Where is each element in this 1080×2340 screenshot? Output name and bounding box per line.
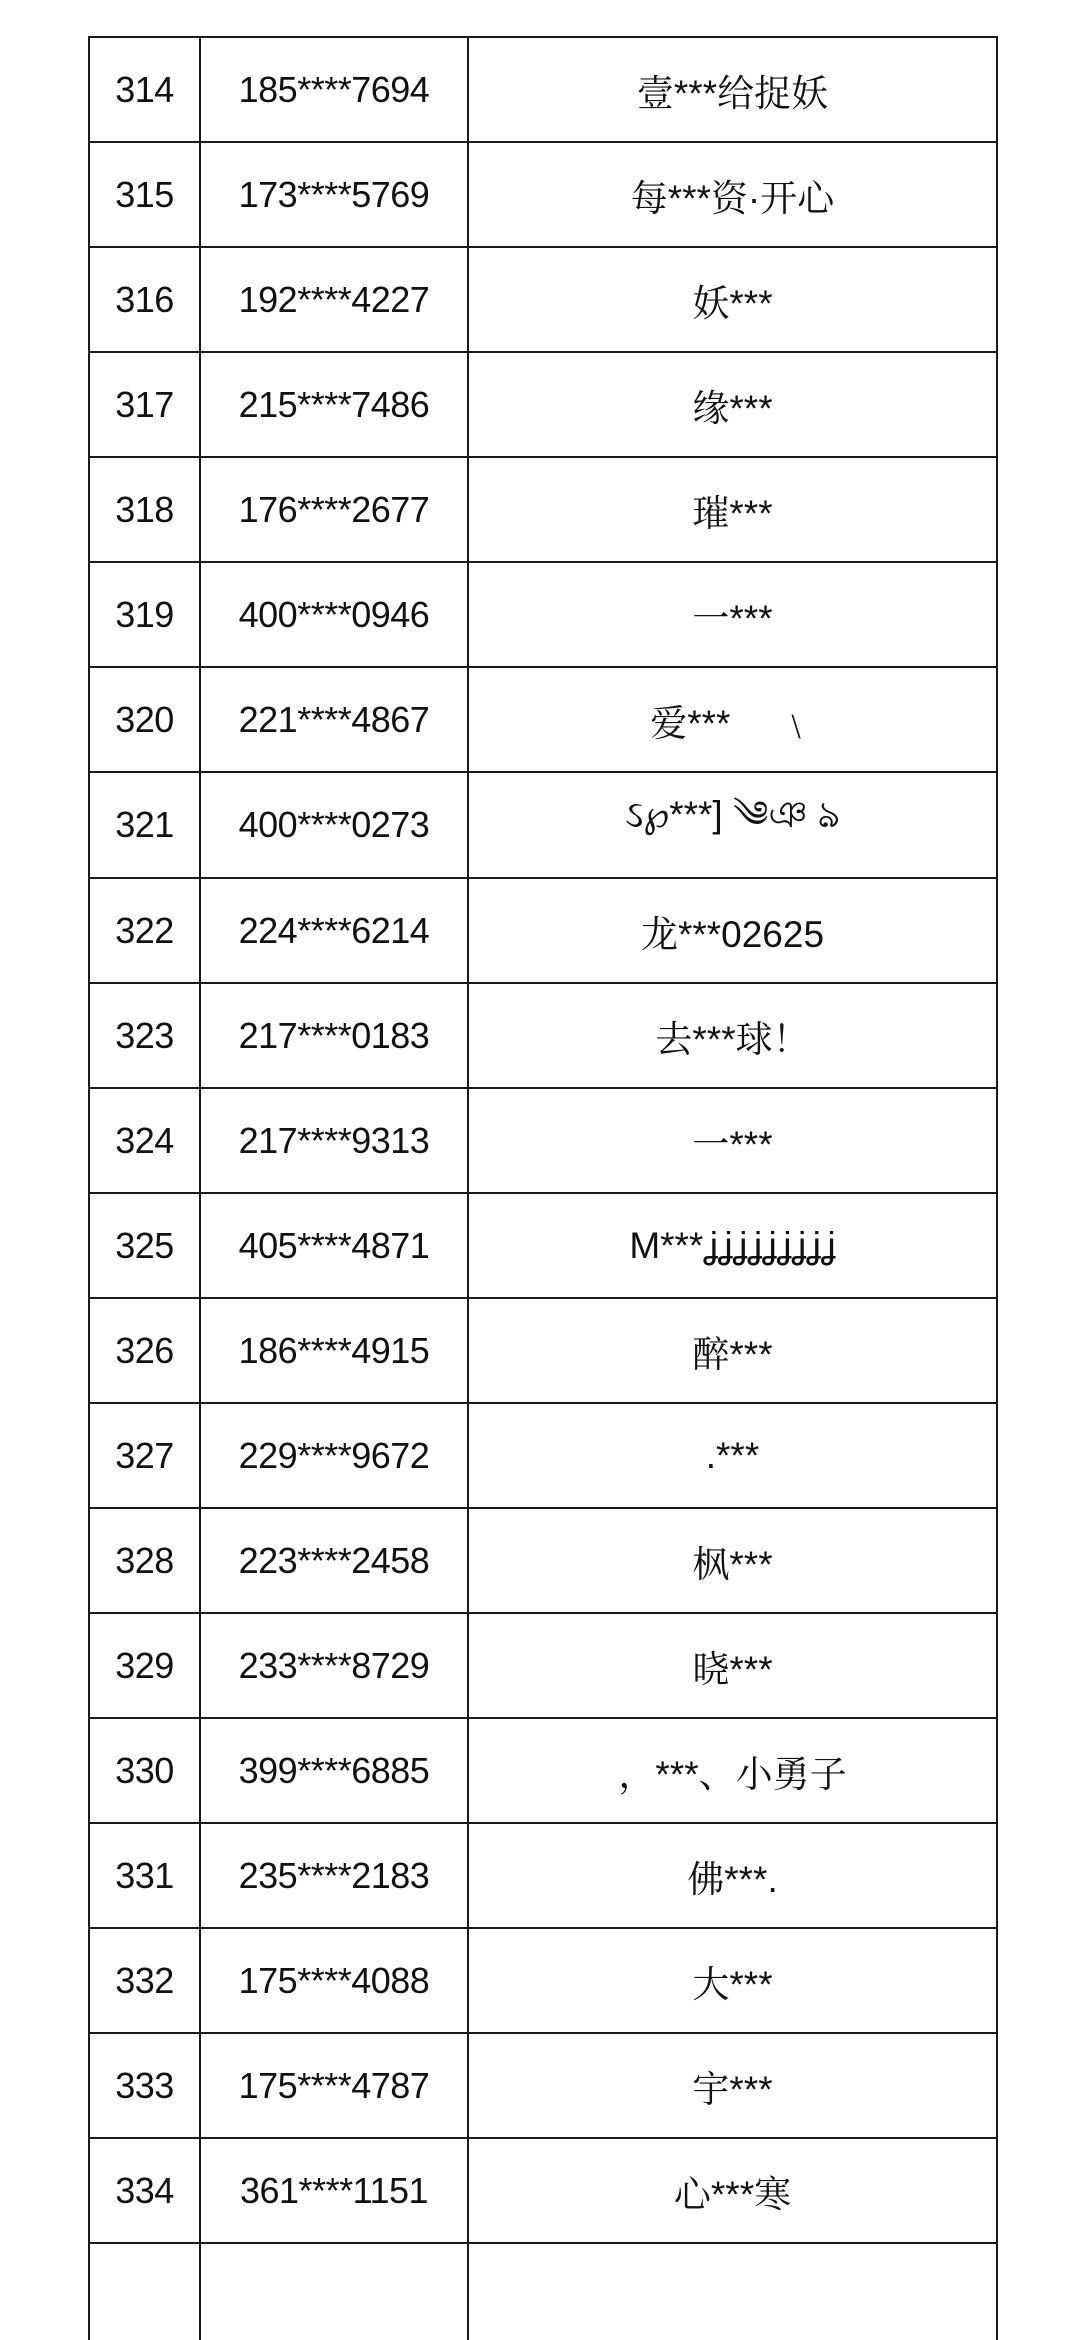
table-row <box>89 1718 997 1823</box>
phone-cell: 217****0183 <box>200 983 468 1088</box>
phone-cell: 400****0946 <box>200 562 468 667</box>
rank-cell: 316 <box>89 247 200 352</box>
nickname-cell: .*** <box>468 1403 997 1508</box>
rank-cell: 332 <box>89 1928 200 2033</box>
nickname-cell-empty <box>468 2243 997 2340</box>
nickname-cell: ，***、小勇子 <box>468 1718 997 1823</box>
nickname-cell: 妖*** <box>468 247 997 352</box>
table-row <box>89 1193 997 1298</box>
nickname-cell: ઽ℘***] ༄ঞ ঌ <box>468 772 997 878</box>
table-row <box>89 667 997 772</box>
nickname-cell: 缘*** <box>468 352 997 457</box>
table-row <box>89 247 997 352</box>
table-row <box>89 772 997 878</box>
phone-cell: 217****9313 <box>200 1088 468 1193</box>
table-row <box>89 1403 997 1508</box>
table-row <box>89 878 997 983</box>
table-row <box>89 1298 997 1403</box>
nickname-cell: M***ʝʝʝʝʝʝʝʝʝ <box>468 1193 997 1298</box>
nickname-cell: 心***寒 <box>468 2138 997 2243</box>
phone-cell: 186****4915 <box>200 1298 468 1403</box>
table-row <box>89 562 997 667</box>
phone-cell: 215****7486 <box>200 352 468 457</box>
phone-cell: 235****2183 <box>200 1823 468 1928</box>
rank-cell: 318 <box>89 457 200 562</box>
nickname-cell: 佛***. <box>468 1823 997 1928</box>
phone-cell: 185****7694 <box>200 37 468 142</box>
rank-cell: 330 <box>89 1718 200 1823</box>
phone-cell: 176****2677 <box>200 457 468 562</box>
nickname-cell: 一*** <box>468 562 997 667</box>
table-row <box>89 1823 997 1928</box>
rank-cell-empty <box>89 2243 200 2340</box>
phone-cell: 175****4088 <box>200 1928 468 2033</box>
nickname-cell: 每***资·开心 <box>468 142 997 247</box>
table-row <box>89 983 997 1088</box>
nickname-cell: 大*** <box>468 1928 997 2033</box>
phone-cell: 405****4871 <box>200 1193 468 1298</box>
rank-cell: 326 <box>89 1298 200 1403</box>
rank-cell: 334 <box>89 2138 200 2243</box>
nickname-cell: 爱*** ﹨ <box>468 667 997 772</box>
rank-cell: 320 <box>89 667 200 772</box>
phone-cell: 233****8729 <box>200 1613 468 1718</box>
table-row <box>89 1613 997 1718</box>
rank-cell: 327 <box>89 1403 200 1508</box>
rank-cell: 331 <box>89 1823 200 1928</box>
rank-cell: 317 <box>89 352 200 457</box>
phone-cell: 175****4787 <box>200 2033 468 2138</box>
phone-cell: 400****0273 <box>200 772 468 878</box>
phone-cell: 173****5769 <box>200 142 468 247</box>
table-row <box>89 1088 997 1193</box>
rank-cell: 328 <box>89 1508 200 1613</box>
phone-cell: 361****1151 <box>200 2138 468 2243</box>
nickname-cell: 龙***02625 <box>468 878 997 983</box>
table-row <box>89 457 997 562</box>
table-row <box>89 2033 997 2138</box>
table-row-partial <box>89 2243 997 2340</box>
table-row <box>89 1508 997 1613</box>
winners-table <box>88 36 998 2340</box>
rank-cell: 323 <box>89 983 200 1088</box>
phone-cell: 224****6214 <box>200 878 468 983</box>
rank-cell: 314 <box>89 37 200 142</box>
rank-cell: 333 <box>89 2033 200 2138</box>
rank-cell: 329 <box>89 1613 200 1718</box>
rank-cell: 322 <box>89 878 200 983</box>
rank-cell: 325 <box>89 1193 200 1298</box>
rank-cell: 321 <box>89 772 200 878</box>
phone-cell: 192****4227 <box>200 247 468 352</box>
nickname-cell: 一*** <box>468 1088 997 1193</box>
phone-cell: 223****2458 <box>200 1508 468 1613</box>
nickname-cell: 璀*** <box>468 457 997 562</box>
nickname-cell: 壹***给捉妖 <box>468 37 997 142</box>
nickname-cell: 醉*** <box>468 1298 997 1403</box>
phone-cell-empty <box>200 2243 468 2340</box>
phone-cell: 399****6885 <box>200 1718 468 1823</box>
nickname-cell: 晓*** <box>468 1613 997 1718</box>
phone-cell: 229****9672 <box>200 1403 468 1508</box>
nickname-cell: 宇*** <box>468 2033 997 2138</box>
rank-cell: 324 <box>89 1088 200 1193</box>
table-row <box>89 2138 997 2243</box>
rank-cell: 319 <box>89 562 200 667</box>
rank-cell: 315 <box>89 142 200 247</box>
nickname-cell: 枫*** <box>468 1508 997 1613</box>
table-row <box>89 1928 997 2033</box>
table-row <box>89 37 997 142</box>
nickname-cell: 去***球！ <box>468 983 997 1088</box>
phone-cell: 221****4867 <box>200 667 468 772</box>
table-row <box>89 352 997 457</box>
table-row <box>89 142 997 247</box>
winners-table-body <box>89 37 997 2340</box>
